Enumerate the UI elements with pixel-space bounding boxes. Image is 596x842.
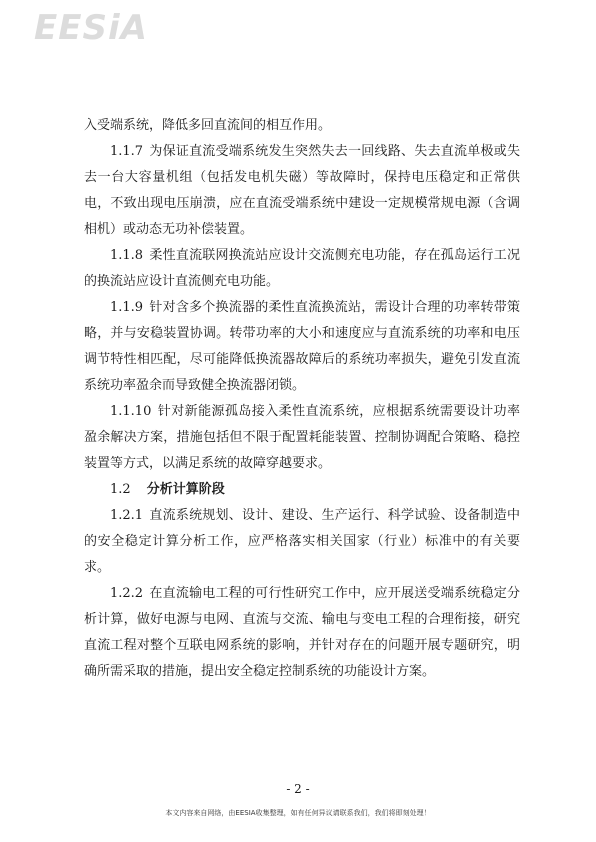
clause-number: 1.2.2: [110, 586, 144, 601]
clause-text: 针对含多个换流器的柔性直流换流站，需设计合理的功率转带策略，并与安稳装置协调。转带功率的大小和速度应与直流系统的功率和电压调节特性相匹配，尽可能降低换流器故障后的系统功率损失，避免引发直流系统功率盈余而导致健全换流器闭锁。: [84, 300, 520, 393]
clause-1-1-8: [84, 243, 520, 295]
section-title: 分析计算阶段: [146, 482, 225, 497]
clause-1-1-7: [84, 139, 520, 243]
clause-number: 1.2.1: [110, 508, 144, 523]
page-number: - 2 -: [286, 782, 310, 796]
clause-text: 直流系统规划、设计、建设、生产运行、科学试验、设备制造中的安全稳定计算分析工作，应严格落实相关国家（行业）标准中的有关要求。: [84, 508, 520, 575]
section-heading-1-2: [84, 477, 520, 503]
footer-notice: 本文内容来自网络，由EESIA收集整理，如有任何异议请联系我们，我们将即刻处理！: [165, 809, 431, 817]
eesia-logo: EESiA: [34, 8, 148, 48]
clause-1-2-2: [84, 581, 520, 685]
clause-number: 1.1.7: [110, 144, 144, 159]
clause-text: 针对新能源孤岛接入柔性直流系统，应根据系统需要设计功率盈余解决方案，措施包括但不限于配置耗能装置、控制协调配合策略、稳控装置等方式，以满足系统的故障穿越要求。: [84, 404, 520, 471]
clause-1-1-9: [84, 295, 520, 399]
section-number: 1.2: [110, 482, 131, 497]
clause-number: 1.1.8: [110, 248, 144, 263]
clause-number: 1.1.9: [110, 300, 144, 315]
clause-number: 1.1.10: [110, 404, 152, 419]
document-body: [84, 113, 520, 685]
paragraph-continuation: 入受端系统，降低多回直流间的相互作用。: [84, 118, 332, 133]
clause-1-2-1: [84, 503, 520, 581]
clause-1-1-10: [84, 399, 520, 477]
clause-text: 为保证直流受端系统发生突然失去一回线路、失去直流单极或失去一台大容量机组（包括发电机失磁）等故障时，保持电压稳定和正常供电，不致出现电压崩溃，应在直流受端系统中建设一定规模常规电源（含调相机）或动态无功补偿装置。: [84, 144, 520, 237]
clause-text: 在直流输电工程的可行性研究工作中，应开展送受端系统稳定分析计算，做好电源与电网、直流与交流、输电与变电工程的合理衔接，研究直流工程对整个互联电网系统的影响，并针对存在的问题开展专题研究，明确所需采取的措施，提出安全稳定控制系统的功能设计方案。: [84, 586, 520, 679]
clause-text: 柔性直流联网换流站应设计交流侧充电功能，存在孤岛运行工况的换流站应设计直流侧充电功能。: [84, 248, 520, 289]
